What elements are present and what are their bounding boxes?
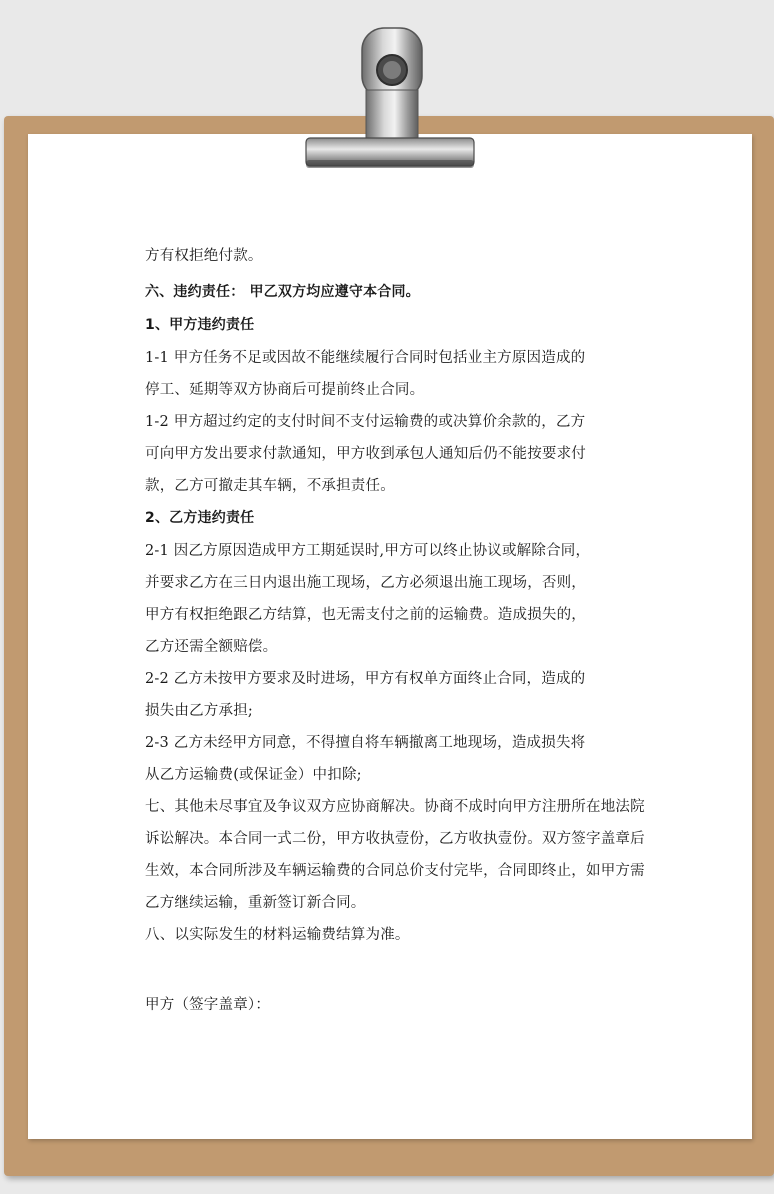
text-line: 甲方有权拒绝跟乙方结算，也无需支付之前的运输费。造成损失的，: [145, 607, 586, 623]
text-line: 1、甲方违约责任: [145, 317, 255, 333]
text-line: 损失由乙方承担;: [145, 703, 253, 719]
text-line: 甲方（签字盖章）：: [145, 997, 271, 1013]
text-line: 方有权拒绝付款。: [145, 248, 263, 264]
text-line: 1-1 甲方任务不足或因故不能继续履行合同时包括业主方原因造成的: [145, 350, 586, 366]
text-line: 款，乙方可撤走其车辆，不承担责任。: [145, 478, 395, 494]
text-line: 2-3 乙方未经甲方同意，不得擅自将车辆撤离工地现场，造成损失将: [145, 735, 586, 751]
text-line: 2、乙方违约责任: [145, 510, 255, 526]
text-line: 1-2 甲方超过约定的支付时间不支付运输费的或决算价余款的，乙方: [145, 414, 586, 430]
text-line: 生效，本合同所涉及车辆运输费的合同总价支付完毕，合同即终止，如甲方需: [145, 863, 645, 879]
text-line: 七、其他未尽事宜及争议双方应协商解决。协商不成时向甲方注册所在地法院: [145, 799, 645, 815]
text-line: 乙方继续运输，重新签订新合同。: [145, 895, 366, 911]
text-line: 从乙方运输费(或保证金）中扣除;: [145, 767, 362, 783]
text-line: 2-1 因乙方原因造成甲方工期延误时,甲方可以终止协议或解除合同，: [145, 543, 591, 559]
text-line: 2-2 乙方未按甲方要求及时进场，甲方有权单方面终止合同，造成的: [145, 671, 586, 687]
text-line: 六、违约责任： 甲乙双方均应遵守本合同。: [145, 284, 420, 300]
text-line: 并要求乙方在三日内退出施工现场，乙方必须退出施工现场，否则，: [145, 575, 586, 591]
text-line: 乙方还需全额赔偿。: [145, 639, 278, 655]
text-line: 八、以实际发生的材料运输费结算为准。: [145, 927, 410, 943]
text-line: 停工、延期等双方协商后可提前终止合同。: [145, 382, 425, 398]
text-line: 可向甲方发出要求付款通知，甲方收到承包人通知后仍不能按要求付: [145, 446, 586, 462]
text-line: 诉讼解决。本合同一式二份，甲方收执壹份，乙方收执壹份。双方签字盖章后: [145, 831, 645, 847]
binder-clip-icon: [300, 20, 480, 180]
